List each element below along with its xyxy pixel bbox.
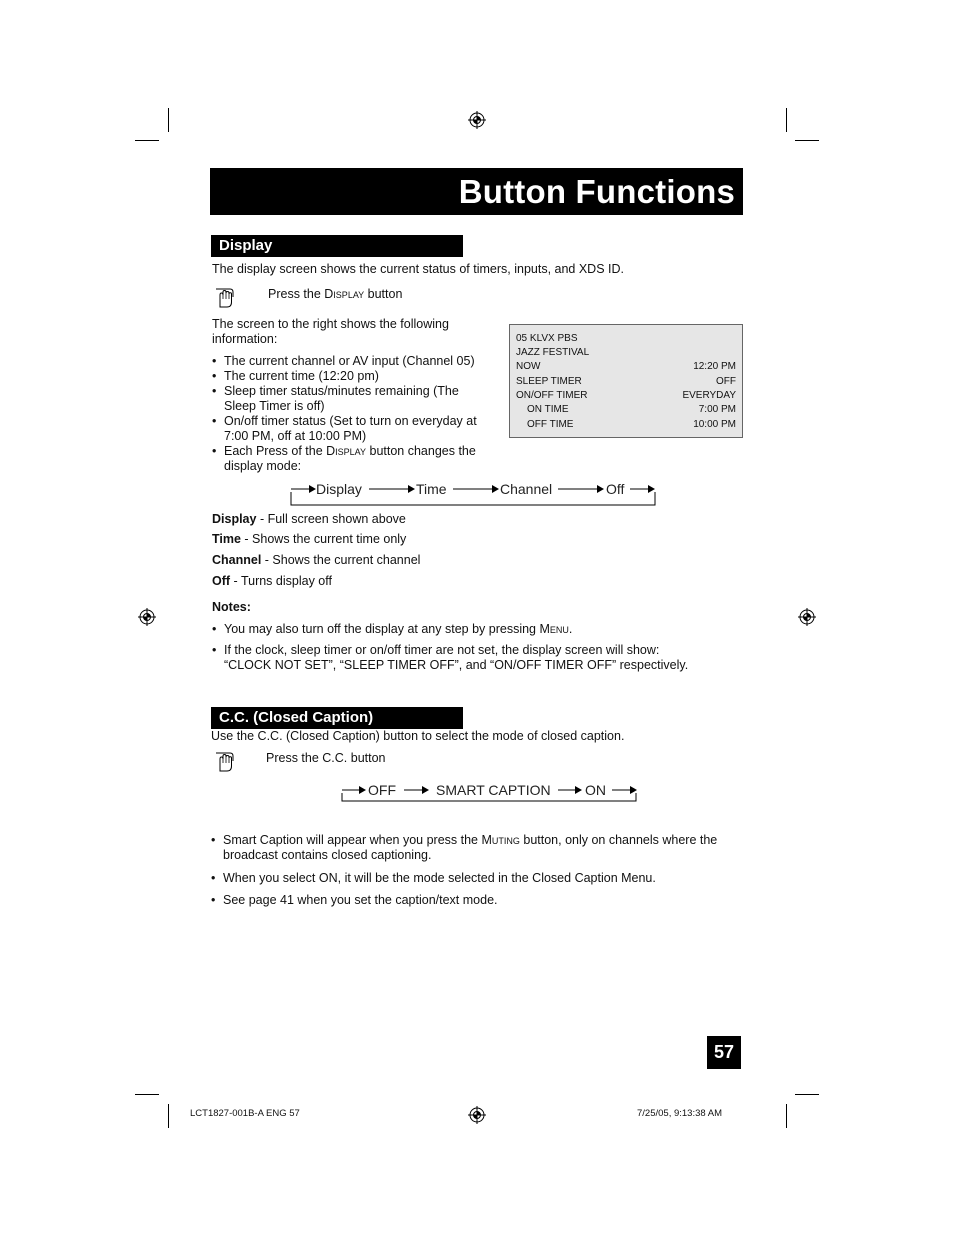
- display-mode-flow-diagram: [285, 478, 660, 510]
- list-item: [212, 643, 744, 673]
- osd-row-label: NOW: [516, 361, 541, 372]
- mode-term: Off: [212, 574, 231, 588]
- hand-press-icon: [212, 285, 236, 309]
- registration-mark-icon: [138, 608, 156, 626]
- display-key-name: Display: [326, 444, 367, 458]
- mode-description: [212, 553, 420, 568]
- mode-term: Time: [212, 532, 241, 546]
- osd-channel-line: 05 KLVX PBS: [516, 333, 578, 344]
- press-prefix: Press the: [268, 287, 325, 301]
- osd-row-label: SLEEP TIMER: [516, 376, 582, 387]
- bullet-prefix: Smart Caption will appear when you press the: [223, 833, 482, 847]
- mode-term: Channel: [212, 553, 262, 567]
- arrow-head-icon: [648, 485, 655, 493]
- bullet-line: broadcast contains closed captioning.: [223, 848, 432, 862]
- arrow-head-icon: [408, 485, 415, 493]
- bullet-prefix: Each Press of the: [224, 444, 327, 458]
- crop-mark: [795, 140, 819, 141]
- press-suffix: button: [364, 287, 403, 301]
- flow-step-off: OFF: [368, 782, 396, 798]
- mode-description: [212, 512, 406, 527]
- arrow-head-icon: [630, 786, 637, 794]
- screen-intro: The screen to the right shows the following information:: [212, 317, 449, 346]
- menu-key-name: Menu: [539, 622, 569, 636]
- crop-mark: [168, 108, 169, 132]
- crop-mark: [786, 108, 787, 132]
- footer-timestamp: 7/25/05, 9:13:38 AM: [637, 1108, 723, 1119]
- osd-display-screen: [509, 324, 743, 438]
- footer-doc-id: LCT1827-001B-A ENG 57: [190, 1108, 300, 1119]
- notes-heading: Notes:: [212, 600, 251, 614]
- press-cc-instruction: Press the C.C. button: [266, 751, 386, 765]
- mode-desc: - Shows the current time only: [240, 532, 407, 546]
- crop-mark: [168, 1104, 169, 1128]
- list-item: • Sleep timer status/minutes remaining (The Sleep Timer is off): [212, 384, 486, 414]
- list-item: • See page 41 when you set the caption/text mode.: [211, 893, 763, 908]
- note-prefix: You may also turn off the display at any step by pressing: [224, 622, 540, 636]
- list-item: • When you select ON, it will be the mode selected in the Closed Caption Menu.: [211, 871, 763, 886]
- page-number: 57: [707, 1036, 741, 1069]
- crop-mark: [135, 1094, 159, 1095]
- osd-row-value: 12:20 PM: [693, 361, 736, 372]
- list-item: • The current channel or AV input (Channel 05): [212, 354, 494, 369]
- cc-mode-flow-diagram: [336, 779, 641, 805]
- section-heading-display: Display: [211, 235, 463, 257]
- page-title: Button Functions: [210, 168, 743, 215]
- registration-mark-icon: [468, 1106, 486, 1124]
- list-item: • The current time (12:20 pm): [212, 369, 494, 384]
- flow-step-display: Display: [316, 481, 362, 497]
- flow-step-on: ON: [585, 782, 606, 798]
- bullet-suffix: button, only on channels where the: [519, 833, 718, 847]
- mode-description: [212, 574, 332, 589]
- registration-mark-icon: [468, 111, 486, 129]
- mode-description: [212, 532, 406, 547]
- list-item: [212, 444, 494, 474]
- arrow-head-icon: [597, 485, 604, 493]
- osd-program: JAZZ FESTIVAL: [516, 347, 590, 358]
- mode-desc: - Full screen shown above: [256, 512, 406, 526]
- list-item: • On/off timer status (Set to turn on everyday at 7:00 PM, off at 10:00 PM): [212, 414, 494, 444]
- crop-mark: [795, 1094, 819, 1095]
- display-key-name: Display: [324, 287, 365, 301]
- registration-mark-icon: [798, 608, 816, 626]
- list-item: [211, 833, 763, 863]
- flow-step-smart-caption: SMART CAPTION: [436, 782, 551, 798]
- crop-mark: [135, 140, 159, 141]
- osd-row-label: OFF TIME: [527, 419, 574, 430]
- osd-row-value: OFF: [716, 376, 736, 387]
- note-line: If the clock, sleep timer or on/off timer are not set, the display screen will show:: [224, 643, 660, 657]
- arrow-head-icon: [422, 786, 429, 794]
- press-display-instruction: [268, 287, 402, 302]
- display-intro: The display screen shows the current status of timers, inputs, and XDS ID.: [212, 262, 624, 276]
- bullet-suffix: button changes the display mode:: [224, 444, 476, 473]
- mode-term: Display: [212, 512, 257, 526]
- osd-row-value: EVERYDAY: [682, 390, 736, 401]
- osd-row-value: 10:00 PM: [693, 419, 736, 430]
- flow-step-channel: Channel: [500, 481, 553, 497]
- section-heading-closed-caption: C.C. (Closed Caption): [211, 707, 463, 729]
- arrow-head-icon: [309, 485, 316, 493]
- flow-step-time: Time: [416, 481, 447, 497]
- muting-key-name: Muting: [481, 833, 520, 847]
- hand-press-icon: [212, 749, 236, 773]
- arrow-head-icon: [575, 786, 582, 794]
- list-item: [212, 622, 724, 637]
- mode-desc: - Shows the current channel: [261, 553, 421, 567]
- osd-row-label: ON/OFF TIMER: [516, 390, 588, 401]
- osd-row-label: ON TIME: [527, 404, 569, 415]
- crop-mark: [786, 1104, 787, 1128]
- cc-intro: Use the C.C. (Closed Caption) button to select the mode of closed caption.: [211, 729, 625, 743]
- osd-row-value: 7:00 PM: [698, 404, 736, 415]
- arrow-head-icon: [359, 786, 366, 794]
- mode-desc: - Turns display off: [230, 574, 332, 588]
- note-line: “CLOCK NOT SET”, “SLEEP TIMER OFF”, and “ON/OFF TIMER OFF” respectively.: [224, 658, 689, 672]
- arrow-head-icon: [492, 485, 499, 493]
- note-suffix: .: [568, 622, 573, 636]
- flow-step-off: Off: [606, 481, 625, 497]
